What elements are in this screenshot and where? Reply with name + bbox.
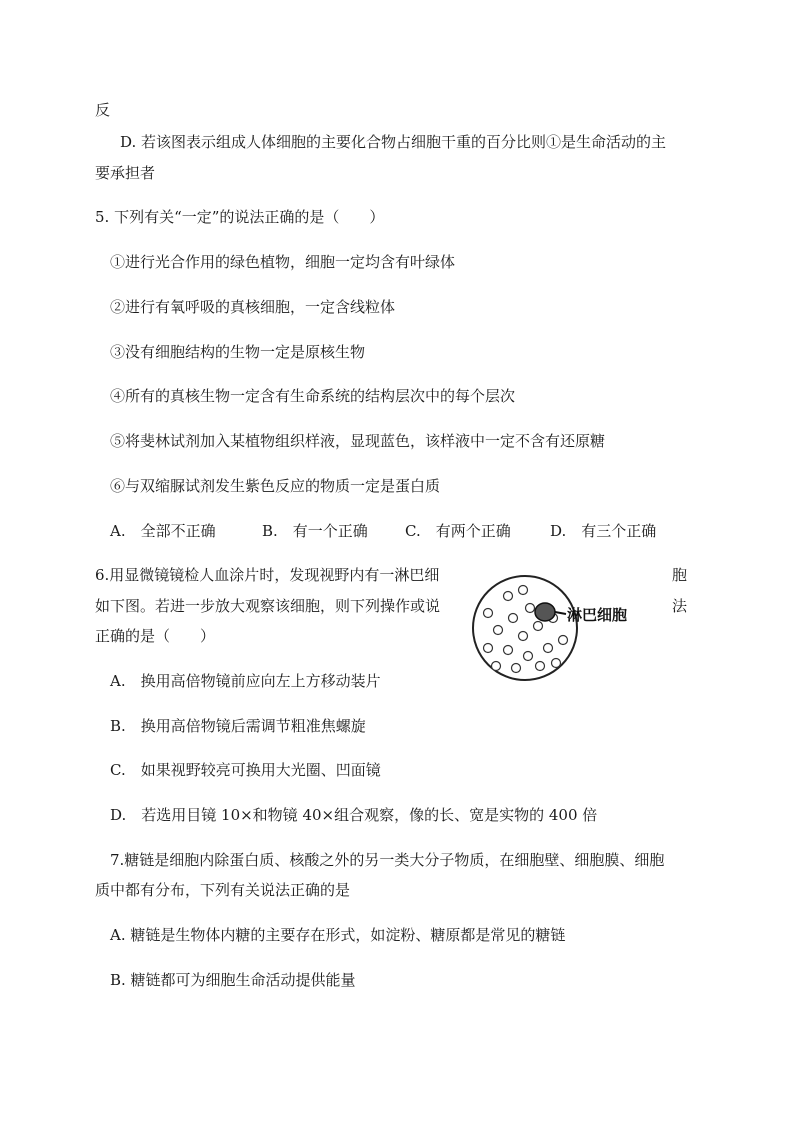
q4-option-d-line2: 要承担者 bbox=[95, 164, 156, 182]
q5-statement-5: ⑤将斐林试剂加入某植物组织样液，显现蓝色，该样液中一定不含有还原糖 bbox=[110, 432, 606, 450]
q5-option-d: D. 有三个正确 bbox=[550, 522, 657, 540]
q5-statement-3: ③没有细胞结构的生物一定是原核生物 bbox=[110, 343, 366, 361]
q6-option-c: C. 如果视野较亮可换用大光圈、凹面镜 bbox=[110, 761, 381, 779]
microscope-field-figure bbox=[468, 568, 668, 688]
q4-text-tail: 反 bbox=[95, 101, 111, 119]
lymphocyte-icon bbox=[535, 603, 555, 621]
q6-option-b: B. 换用高倍物镜后需调节粗准焦螺旋 bbox=[110, 717, 366, 735]
q7-stem-line2: 质中都有分布，下列有关说法正确的是 bbox=[95, 881, 351, 899]
q6-stem-line2: 如下图。若进一步放大观察该细胞，则下列操作或说 bbox=[95, 597, 441, 615]
q7-stem-line1: 7.糖链是细胞内除蛋白质、核酸之外的另一类大分子物质，在细胞壁、细胞膜、细胞 bbox=[110, 851, 665, 869]
q7-option-a: A. 糖链是生物体内糖的主要存在形式，如淀粉、糖原都是常见的糖链 bbox=[110, 926, 566, 944]
q5-option-c: C. 有两个正确 bbox=[405, 522, 511, 540]
q7-option-b: B. 糖链都可为细胞生命活动提供能量 bbox=[110, 971, 356, 989]
lymphocyte-label: 淋巴细胞 bbox=[567, 607, 628, 624]
q5-statement-6: ⑥与双缩脲试剂发生紫色反应的物质一定是蛋白质 bbox=[110, 477, 441, 495]
q5-statement-4: ④所有的真核生物一定含有生命系统的结构层次中的每个层次 bbox=[110, 387, 516, 405]
q6-stem-line1-end: 胞 bbox=[672, 566, 688, 584]
q5-statement-2: ②进行有氧呼吸的真核细胞，一定含线粒体 bbox=[110, 298, 396, 316]
q6-stem-line3: 正确的是（ ） bbox=[95, 627, 216, 645]
q6-option-d: D. 若选用目镜 10×和物镜 40×组合观察，像的长、宽是实物的 400 倍 bbox=[110, 806, 598, 824]
q5-option-b: B. 有一个正确 bbox=[262, 522, 368, 540]
q5-stem: 5. 下列有关“一定”的说法正确的是（ ） bbox=[95, 208, 385, 226]
q6-stem-line2-end: 法 bbox=[672, 597, 688, 615]
q5-statement-1: ①进行光合作用的绿色植物，细胞一定均含有叶绿体 bbox=[110, 253, 456, 271]
q6-option-a: A. 换用高倍物镜前应向左上方移动装片 bbox=[110, 672, 381, 690]
q5-option-a: A. 全部不正确 bbox=[110, 522, 216, 540]
microscope-field-svg bbox=[468, 568, 668, 688]
q6-stem-line1: 6.用显微镜镜检人血涂片时，发现视野内有一淋巴细 bbox=[95, 566, 440, 584]
q4-option-d-line1: D. 若该图表示组成人体细胞的主要化合物占细胞干重的百分比则①是生命活动的主 bbox=[120, 133, 667, 151]
